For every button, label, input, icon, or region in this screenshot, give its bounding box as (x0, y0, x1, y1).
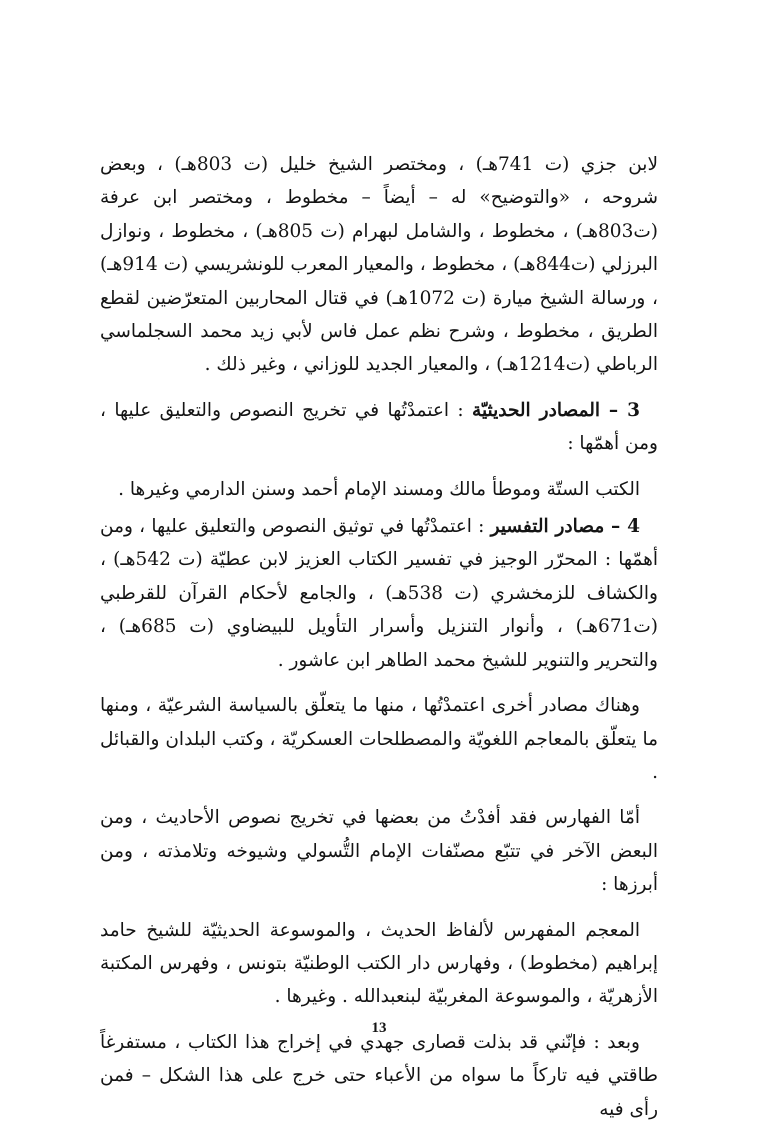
paragraph-hadith-books: الكتب الستّة وموطأ مالك ومسند الإمام أحمد وسنن الدارمي وغيرها . (118, 478, 640, 500)
page-body (100, 148, 658, 1126)
section-heading-hadith-sources: 3 – المصادر الحديثيّة (472, 399, 640, 421)
paragraph-hadith-sources-text: : اعتمدْتُها في تخريج النصوص والتعليق عليها ، ومن أهمّها : (100, 399, 658, 455)
paragraph-hadith-sources (100, 394, 658, 461)
page-number: 13 (371, 1020, 387, 1036)
paragraph-tafsir-sources (100, 510, 658, 677)
paragraph-tafsir-sources-text: : اعتمدْتُها في توثيق النصوص والتعليق عليها ، ومن أهمّها : المحرّر الوجيز في تفسير الكتاب العزيز لابن عطيّة (ت 542هـ) ، والكشاف للزمخشري (ت 538هـ) ، والجامع لأحكام القرآن للقرطبي (ت671هـ) ، وأنوار التنزيل وأسرار التأويل للبيضاوي (ت 685هـ) ، والتحرير والتنوير للشيخ محمد الطاهر ابن عاشور . (100, 516, 658, 671)
paragraph-indexes: أمّا الفهارس فقد أفدْتُ من بعضها في تخريج نصوص الأحاديث ، ومن البعض الآخر في تتبّع مصنّفات الإمام التُّسولي وشيوخه وتلامذته ، ومن أبرزها : (100, 807, 658, 896)
paragraph-index-list: المعجم المفهرس لألفاظ الحديث ، والموسوعة الحديثيّة للشيخ حامد إبراهيم (مخطوط) ، وفهارس دار الكتب الوطنيّة بتونس ، وفهرس المكتبة الأزهريّة ، والموسوعة المغربيّة لبنعبدالله . وغيرها . (100, 919, 658, 1008)
paragraph-other-sources: وهناك مصادر أخرى اعتمدْتُها ، منها ما يتعلّق بالسياسة الشرعيّة ، ومنها ما يتعلّق بالمعاجم اللغويّة والمصطلحات العسكريّة ، وكتب البلدان والقبائل . (100, 695, 658, 783)
paragraph-closing: وبعد : فإنّني قد بذلت قصارى جهدي في إخراج هذا الكتاب ، مستفرغاً طاقتي فيه تاركاً ما سواه من الأعباء حتى خرج على هذا الشكل – فمن رأى فيه (100, 1031, 658, 1120)
section-heading-tafsir-sources: 4 – مصادر التفسير (490, 516, 640, 538)
paragraph-sources-fiqh: لابن جزي (ت 741هـ) ، ومختصر الشيخ خليل (ت 803هـ) ، وبعض شروحه ، «والتوضيح» له – أيضاً – مخطوط ، ومختصر ابن عرفة (ت803هـ) ، مخطوط ، والشامل لبهرام (ت 805هـ) ، مخطوط ، ونوازل البرزلي (ت844هـ) ، مخطوط ، والمعيار المعرب للونشريسي (ت 914هـ) ، ورسالة الشيخ ميارة (ت 1072هـ) في قتال المحاربين المتعرّضين لقطع الطريق ، مخطوط ، وشرح نظم عمل فاس لأبي زيد محمد السجلماسي الرباطي (ت1214هـ) ، والمعيار الجديد للوزاني ، وغير ذلك . (100, 154, 658, 376)
